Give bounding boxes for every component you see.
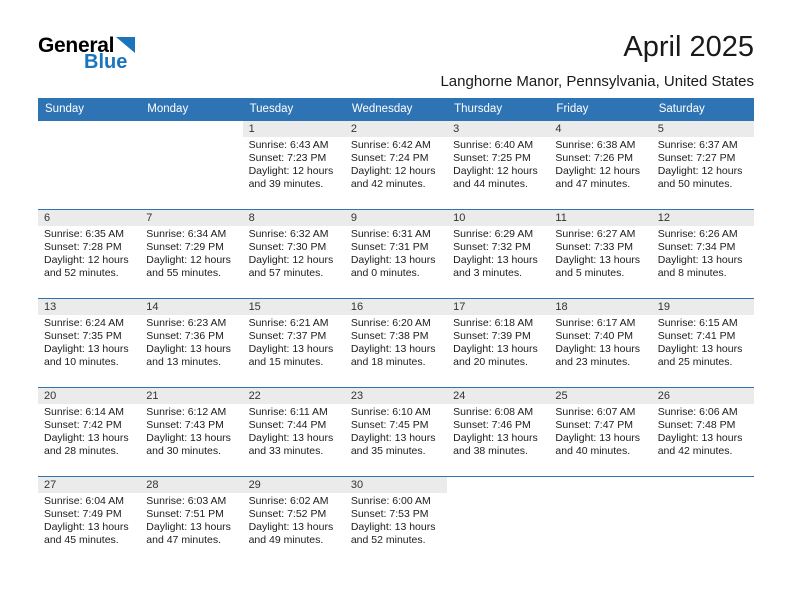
day-cell (447, 121, 549, 209)
daylight-text: Daylight: 13 hours and 45 minutes. (44, 521, 129, 546)
day-details (243, 315, 345, 369)
sunset-text: Sunset: 7:36 PM (146, 330, 224, 342)
day-cell (652, 121, 754, 209)
empty-day-cell (140, 121, 242, 209)
day-details (447, 404, 549, 458)
sunrise-text: Sunrise: 6:08 AM (453, 406, 534, 418)
sunrise-text: Sunrise: 6:34 AM (146, 228, 227, 240)
day-cell (345, 121, 447, 209)
sunset-text: Sunset: 7:28 PM (44, 241, 122, 253)
day-number: 23 (345, 388, 447, 404)
sunset-text: Sunset: 7:33 PM (555, 241, 634, 253)
day-number: 8 (243, 210, 345, 226)
day-details (38, 315, 140, 369)
day-cell (140, 299, 242, 387)
day-number: 5 (652, 121, 754, 137)
sunrise-text: Sunrise: 6:35 AM (44, 228, 124, 240)
daylight-text: Daylight: 12 hours and 39 minutes. (248, 165, 334, 190)
page-title: April 2025 (623, 31, 754, 63)
sunrise-text: Sunrise: 6:29 AM (453, 228, 534, 240)
day-number: 24 (447, 388, 549, 404)
day-number: 19 (652, 299, 754, 315)
daylight-text: Daylight: 13 hours and 5 minutes. (555, 254, 641, 279)
empty-day-cell (652, 477, 754, 565)
day-cell (38, 299, 140, 387)
sunrise-text: Sunrise: 6:02 AM (248, 495, 329, 507)
day-cell (652, 388, 754, 476)
day-number: 9 (345, 210, 447, 226)
day-cell (549, 299, 651, 387)
sunrise-text: Sunrise: 6:00 AM (350, 495, 431, 507)
day-details (549, 315, 651, 369)
day-number: 27 (38, 477, 140, 493)
day-number: 7 (140, 210, 242, 226)
daylight-text: Daylight: 13 hours and 3 minutes. (453, 254, 538, 279)
day-details (38, 404, 140, 458)
daylight-text: Daylight: 13 hours and 18 minutes. (350, 343, 436, 368)
sunrise-text: Sunrise: 6:23 AM (146, 317, 227, 329)
sunset-text: Sunset: 7:46 PM (453, 419, 531, 431)
sunset-text: Sunset: 7:29 PM (146, 241, 224, 253)
day-details (652, 404, 754, 458)
daylight-text: Daylight: 13 hours and 25 minutes. (657, 343, 743, 368)
sunrise-text: Sunrise: 6:38 AM (555, 139, 636, 151)
sunrise-text: Sunrise: 6:07 AM (555, 406, 636, 418)
daylight-text: Daylight: 13 hours and 40 minutes. (555, 432, 641, 457)
day-number: 1 (243, 121, 345, 137)
logo (38, 30, 135, 72)
sunset-text: Sunset: 7:31 PM (350, 241, 429, 253)
sunrise-text: Sunrise: 6:10 AM (350, 406, 431, 418)
day-cell (447, 210, 549, 298)
day-details (38, 226, 140, 280)
weekday-header-sunday: Sunday (45, 103, 85, 115)
weekday-header-tuesday: Tuesday (249, 103, 294, 115)
day-cell (38, 388, 140, 476)
day-cell (447, 299, 549, 387)
sunset-text: Sunset: 7:27 PM (657, 152, 736, 164)
day-details (140, 493, 242, 547)
daylight-text: Daylight: 13 hours and 20 minutes. (453, 343, 538, 368)
empty-day-cell (549, 477, 651, 565)
daylight-text: Daylight: 13 hours and 47 minutes. (146, 521, 231, 546)
day-details (345, 137, 447, 191)
day-number: 15 (243, 299, 345, 315)
sunset-text: Sunset: 7:38 PM (350, 330, 429, 342)
day-cell (38, 210, 140, 298)
sunrise-text: Sunrise: 6:21 AM (248, 317, 329, 329)
day-details (549, 137, 651, 191)
day-cell (243, 210, 345, 298)
week-row (38, 476, 754, 565)
sunrise-text: Sunrise: 6:20 AM (350, 317, 431, 329)
sunrise-text: Sunrise: 6:03 AM (146, 495, 227, 507)
day-number: 10 (447, 210, 549, 226)
sunrise-text: Sunrise: 6:42 AM (350, 139, 431, 151)
sunset-text: Sunset: 7:34 PM (657, 241, 736, 253)
day-details (243, 493, 345, 547)
day-details (140, 404, 242, 458)
daylight-text: Daylight: 13 hours and 23 minutes. (555, 343, 641, 368)
daylight-text: Daylight: 12 hours and 52 minutes. (44, 254, 129, 279)
day-number: 18 (549, 299, 651, 315)
day-cell (140, 388, 242, 476)
sunset-text: Sunset: 7:43 PM (146, 419, 224, 431)
day-number: 13 (38, 299, 140, 315)
day-cell (549, 388, 651, 476)
empty-day-cell (447, 477, 549, 565)
day-cell (549, 210, 651, 298)
daylight-text: Daylight: 13 hours and 15 minutes. (248, 343, 334, 368)
sunset-text: Sunset: 7:25 PM (453, 152, 531, 164)
sunrise-text: Sunrise: 6:06 AM (657, 406, 738, 418)
weekday-header-saturday: Saturday (658, 103, 705, 115)
day-details (652, 315, 754, 369)
daylight-text: Daylight: 12 hours and 44 minutes. (453, 165, 538, 190)
day-cell (243, 388, 345, 476)
day-number: 14 (140, 299, 242, 315)
sunset-text: Sunset: 7:48 PM (657, 419, 736, 431)
daylight-text: Daylight: 13 hours and 33 minutes. (248, 432, 334, 457)
sunset-text: Sunset: 7:44 PM (248, 419, 327, 431)
day-cell (345, 477, 447, 565)
day-cell (447, 388, 549, 476)
day-details (549, 404, 651, 458)
daylight-text: Daylight: 12 hours and 47 minutes. (555, 165, 641, 190)
day-details (243, 137, 345, 191)
sunrise-text: Sunrise: 6:04 AM (44, 495, 124, 507)
day-details (447, 315, 549, 369)
sunrise-text: Sunrise: 6:15 AM (657, 317, 738, 329)
day-cell (243, 299, 345, 387)
sunset-text: Sunset: 7:30 PM (248, 241, 327, 253)
week-row (38, 387, 754, 476)
sunrise-text: Sunrise: 6:43 AM (248, 139, 329, 151)
week-row (38, 298, 754, 387)
sunset-text: Sunset: 7:52 PM (248, 508, 327, 520)
day-cell (243, 121, 345, 209)
day-details (345, 226, 447, 280)
daylight-text: Daylight: 13 hours and 42 minutes. (657, 432, 743, 457)
sunset-text: Sunset: 7:24 PM (350, 152, 429, 164)
sunset-text: Sunset: 7:53 PM (350, 508, 429, 520)
day-number: 28 (140, 477, 242, 493)
day-cell (652, 210, 754, 298)
sunrise-text: Sunrise: 6:12 AM (146, 406, 227, 418)
daylight-text: Daylight: 12 hours and 57 minutes. (248, 254, 334, 279)
day-details (243, 226, 345, 280)
logo-blue-text: Blue (84, 51, 128, 73)
empty-day-cell (38, 121, 140, 209)
sunset-text: Sunset: 7:32 PM (453, 241, 531, 253)
sunrise-text: Sunrise: 6:27 AM (555, 228, 636, 240)
sunrise-text: Sunrise: 6:24 AM (44, 317, 124, 329)
sunset-text: Sunset: 7:39 PM (453, 330, 531, 342)
daylight-text: Daylight: 13 hours and 28 minutes. (44, 432, 129, 457)
page-header (38, 30, 754, 90)
weekday-header-wednesday: Wednesday (351, 103, 413, 115)
day-details (38, 493, 140, 547)
sunset-text: Sunset: 7:47 PM (555, 419, 634, 431)
weekday-header-monday: Monday (147, 103, 189, 115)
logo-general-text: General (38, 34, 115, 57)
daylight-text: Daylight: 12 hours and 50 minutes. (657, 165, 743, 190)
day-details (345, 404, 447, 458)
sunset-text: Sunset: 7:45 PM (350, 419, 429, 431)
day-cell (345, 299, 447, 387)
day-details (345, 493, 447, 547)
daylight-text: Daylight: 13 hours and 30 minutes. (146, 432, 231, 457)
sunset-text: Sunset: 7:40 PM (555, 330, 634, 342)
daylight-text: Daylight: 13 hours and 52 minutes. (350, 521, 436, 546)
day-details (652, 137, 754, 191)
sunrise-text: Sunrise: 6:31 AM (350, 228, 431, 240)
daylight-text: Daylight: 13 hours and 35 minutes. (350, 432, 436, 457)
sunset-text: Sunset: 7:35 PM (44, 330, 122, 342)
day-cell (549, 121, 651, 209)
daylight-text: Daylight: 13 hours and 38 minutes. (453, 432, 538, 457)
sunrise-text: Sunrise: 6:17 AM (555, 317, 636, 329)
daylight-text: Daylight: 13 hours and 0 minutes. (350, 254, 436, 279)
sunset-text: Sunset: 7:23 PM (248, 152, 327, 164)
day-details (140, 226, 242, 280)
day-cell (243, 477, 345, 565)
day-number: 30 (345, 477, 447, 493)
daylight-text: Daylight: 12 hours and 42 minutes. (350, 165, 436, 190)
day-number: 20 (38, 388, 140, 404)
day-number: 26 (652, 388, 754, 404)
sunrise-text: Sunrise: 6:18 AM (453, 317, 534, 329)
sunrise-text: Sunrise: 6:26 AM (657, 228, 738, 240)
day-number: 25 (549, 388, 651, 404)
day-cell (652, 299, 754, 387)
daylight-text: Daylight: 13 hours and 8 minutes. (657, 254, 743, 279)
weekday-header-row (38, 98, 754, 120)
week-row (38, 120, 754, 209)
sunrise-text: Sunrise: 6:40 AM (453, 139, 534, 151)
day-details (549, 226, 651, 280)
daylight-text: Daylight: 13 hours and 10 minutes. (44, 343, 129, 368)
day-cell (140, 477, 242, 565)
sunrise-text: Sunrise: 6:37 AM (657, 139, 738, 151)
day-number: 6 (38, 210, 140, 226)
day-details (447, 226, 549, 280)
day-number: 29 (243, 477, 345, 493)
day-details (345, 315, 447, 369)
sunrise-text: Sunrise: 6:32 AM (248, 228, 329, 240)
daylight-text: Daylight: 13 hours and 13 minutes. (146, 343, 231, 368)
day-cell (345, 388, 447, 476)
day-number: 11 (549, 210, 651, 226)
day-number: 22 (243, 388, 345, 404)
calendar (38, 98, 754, 565)
day-details (243, 404, 345, 458)
day-number: 3 (447, 121, 549, 137)
sunrise-text: Sunrise: 6:14 AM (44, 406, 124, 418)
sunset-text: Sunset: 7:42 PM (44, 419, 122, 431)
calendar-weeks (38, 120, 754, 565)
daylight-text: Daylight: 13 hours and 49 minutes. (248, 521, 334, 546)
day-number: 4 (549, 121, 651, 137)
day-details (447, 137, 549, 191)
sunset-text: Sunset: 7:26 PM (555, 152, 634, 164)
day-cell (345, 210, 447, 298)
week-row (38, 209, 754, 298)
day-number: 2 (345, 121, 447, 137)
sunrise-text: Sunrise: 6:11 AM (248, 406, 328, 418)
sunset-text: Sunset: 7:51 PM (146, 508, 224, 520)
page-subtitle: Langhorne Manor, Pennsylvania, United States (440, 73, 754, 90)
weekday-header-thursday: Thursday (454, 103, 503, 115)
day-number: 16 (345, 299, 447, 315)
day-number: 21 (140, 388, 242, 404)
day-number: 17 (447, 299, 549, 315)
day-cell (140, 210, 242, 298)
day-details (140, 315, 242, 369)
header-titles (440, 30, 754, 90)
sunset-text: Sunset: 7:41 PM (657, 330, 736, 342)
weekday-header-friday: Friday (556, 103, 589, 115)
day-cell (38, 477, 140, 565)
sunset-text: Sunset: 7:37 PM (248, 330, 327, 342)
day-number: 12 (652, 210, 754, 226)
day-details (652, 226, 754, 280)
sunset-text: Sunset: 7:49 PM (44, 508, 122, 520)
daylight-text: Daylight: 12 hours and 55 minutes. (146, 254, 231, 279)
